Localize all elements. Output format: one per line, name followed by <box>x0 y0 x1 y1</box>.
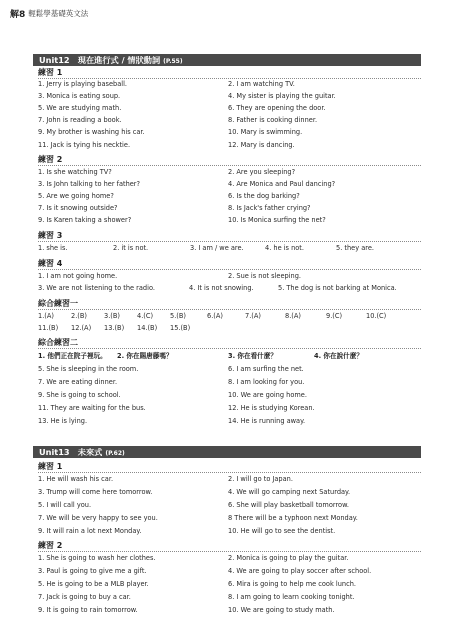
list-item: 1.(A) 2.(B) 3.(B) 4.(C) 5.(B) 6.(A) 7.(A) 8.(A) 9.(C) 10.(C) <box>38 312 387 320</box>
list-item: 3. Is John talking to her father? 4. Are Monica and Paul dancing? <box>38 180 336 188</box>
list-item: 5. She is sleeping in the room. 6. I am surfing the net. <box>38 365 304 373</box>
u13-ex1-title: 練習 1 <box>38 462 63 471</box>
unit13-page-ref: (P.62) <box>105 449 125 457</box>
page-number: 解8 <box>10 9 26 20</box>
page-header <box>10 6 88 20</box>
unit13-title: Unit13 未來式 <box>39 446 103 457</box>
list-item: 5. Are we going home? 6. Is the dog barking? <box>38 192 300 200</box>
list-item: 1. Jerry is playing baseball. 2. I am watching TV. <box>38 80 295 88</box>
unit13-header <box>33 446 421 458</box>
list-item: 1. Is she watching TV? 2. Are you sleeping? <box>38 168 296 176</box>
u12-ex2-title: 練習 2 <box>38 155 63 164</box>
list-item: 7. Jack is going to buy a car. 8. I am going to learn cooking tonight. <box>38 593 355 601</box>
divider <box>38 348 421 349</box>
list-item: 5. He is going to be a MLB player. 6. Mira is going to help me cook lunch. <box>38 580 356 588</box>
list-item: 1. He will wash his car. 2. I will go to Japan. <box>38 475 293 483</box>
list-item: 3. Trump will come here tomorrow. 4. We will go camping next Saturday. <box>38 488 351 496</box>
list-item: 13. He is lying. 14. He is running away. <box>38 417 306 425</box>
divider <box>38 309 421 310</box>
divider <box>38 551 421 552</box>
book-title: 輕鬆學基礎英文法 <box>28 8 89 18</box>
divider <box>38 241 421 242</box>
list-item: 9. My brother is washing his car. 10. Mary is swimming. <box>38 128 303 136</box>
unit12-header <box>33 54 421 66</box>
list-item: 9. Is Karen taking a shower? 10. Is Monica surfing the net? <box>38 216 326 224</box>
list-item: 1. she is. 2. it is not. 3. I am / we are. 4. he is not. 5. they are. <box>38 244 374 252</box>
list-item: 3. We are not listening to the radio. 4. It is not snowing. 5. The dog is not barking at Monica. <box>38 284 397 292</box>
u13-ex2-title: 練習 2 <box>38 541 63 550</box>
list-item: 7. John is reading a book. 8. Father is cooking dinner. <box>38 116 318 124</box>
u12-ex1-title: 練習 1 <box>38 68 63 77</box>
list-item: 7. We are eating dinner. 8. I am looking for you. <box>38 378 305 386</box>
list-item: 3. Monica is eating soup. 4. My sister is playing the guitar. <box>38 92 336 100</box>
divider <box>38 269 421 270</box>
u12-review1-title: 綜合練習一 <box>38 299 78 308</box>
u12-review2-title: 綜合練習二 <box>38 338 78 347</box>
list-item: 11. Jack is tying his necktie. 12. Mary is dancing. <box>38 141 295 149</box>
u12-ex4-title: 練習 4 <box>38 259 63 268</box>
list-item: 1. I am not going home. 2. Sue is not sleeping. <box>38 272 302 280</box>
list-item: 1. 他們正在院子裡玩。 2. 你在賜唐藤嗎？ 3. 你在看什麼？ 4. 你在說什麼？ <box>38 352 363 360</box>
u12-ex3-title: 練習 3 <box>38 231 63 240</box>
unit12-page-ref: (P.55) <box>163 57 183 65</box>
list-item: 9. It is going to rain tomorrow. 10. We are going to study math. <box>38 606 335 614</box>
divider <box>38 165 421 166</box>
list-item: 11. They are waiting for the bus. 12. He is studying Korean. <box>38 404 315 412</box>
list-item: 9. She is going to school. 10. We are going home. <box>38 391 307 399</box>
divider <box>38 472 421 473</box>
list-item: 3. Paul is going to give me a gift. 4. We are going to play soccer after school. <box>38 567 372 575</box>
list-item: 9. It will rain a lot next Monday. 10. He will go to see the dentist. <box>38 527 336 535</box>
unit12-title: Unit12 現在進行式 / 情狀動詞 <box>39 54 161 65</box>
list-item: 11.(B) 12.(A) 13.(B) 14.(B) 15.(B) <box>38 324 191 332</box>
list-item: 7. Is it snowing outside? 8. Is Jack's father crying? <box>38 204 311 212</box>
list-item: 5. I will call you. 6. She will play basketball tomorrow. <box>38 501 349 509</box>
list-item: 1. She is going to wash her clothes. 2. Monica is going to play the guitar. <box>38 554 349 562</box>
list-item: 5. We are studying math. 6. They are opening the door. <box>38 104 326 112</box>
list-item: 7. We will be very happy to see you. 8 There will be a typhoon next Monday. <box>38 514 358 522</box>
